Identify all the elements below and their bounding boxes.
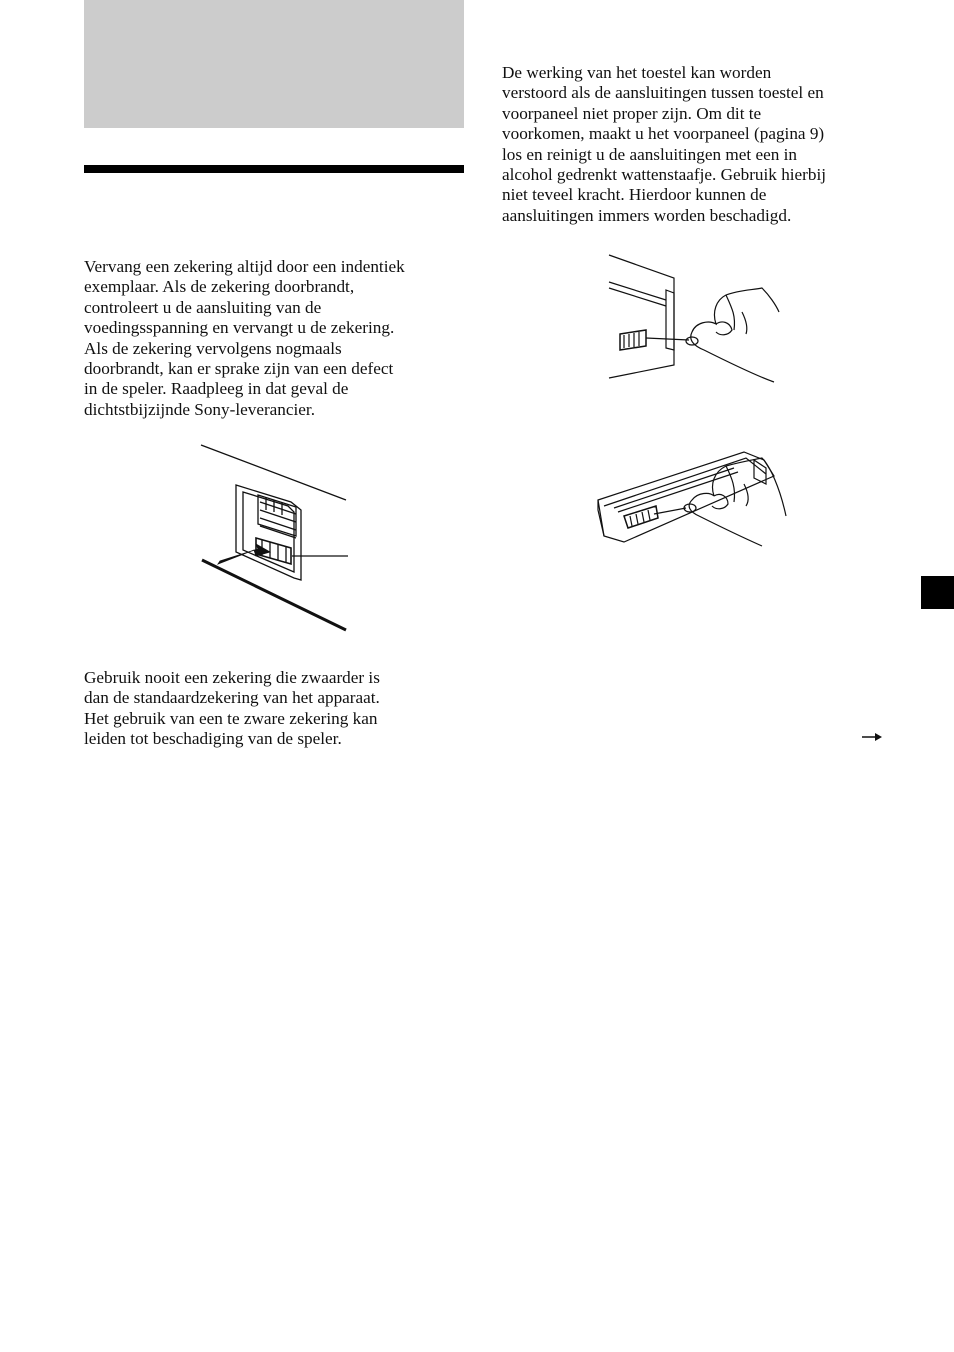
section-header-block <box>84 0 464 128</box>
text-line: leiden tot beschadiging van de speler. <box>84 729 342 749</box>
fuse-replacement-paragraph <box>84 257 405 420</box>
text-line: los en reinigt u de aansluitingen met een in <box>502 144 797 164</box>
text-line: voedingsspanning en vervangt u de zekering. <box>84 318 395 338</box>
text-line: dichtstbijzijnde Sony-leverancier. <box>84 399 316 419</box>
section-index-tab <box>921 576 954 609</box>
text-line: De werking van het toestel kan worden <box>502 63 772 82</box>
section-title-rule <box>84 165 464 173</box>
text-line: controleert u de aansluiting van de <box>84 297 322 317</box>
text-line: alcohol gedrenkt wattenstaafje. Gebruik hierbij <box>502 165 827 185</box>
text-line: Gebruik nooit een zekering die zwaarder is <box>84 668 380 687</box>
text-line: dan de standaardzekering van het apparaat. <box>84 688 380 708</box>
unit-connector-cleaning-illustration <box>604 250 784 385</box>
connector-cleaning-paragraph <box>502 63 826 226</box>
right-arrow-icon <box>860 727 886 747</box>
text-line: Als de zekering vervolgens nogmaals <box>84 338 342 358</box>
text-line: niet teveel kracht. Hierdoor kunnen de <box>502 185 767 205</box>
text-line: Vervang een zekering altijd door een indentiek <box>84 257 405 276</box>
text-line: Het gebruik van een te zware zekering kan <box>84 708 378 728</box>
text-line: verstoord als de aansluitingen tussen toestel en <box>502 83 824 103</box>
text-line: voorpaneel niet proper zijn. Om dit te <box>502 103 762 123</box>
text-line: in de speler. Raadpleeg in dat geval de <box>84 379 349 399</box>
panel-connector-cleaning-illustration <box>594 448 790 550</box>
text-line: voorkomen, maakt u het voorpaneel (pagina 9) <box>502 124 825 144</box>
text-line: doorbrandt, kan er sprake zijn van een defect <box>84 359 394 379</box>
text-line: aansluitingen immers worden beschadigd. <box>502 205 792 225</box>
fuse-warning-paragraph <box>84 668 380 750</box>
fuse-replacement-illustration <box>196 440 356 635</box>
text-line: exemplaar. Als de zekering doorbrandt, <box>84 277 355 297</box>
